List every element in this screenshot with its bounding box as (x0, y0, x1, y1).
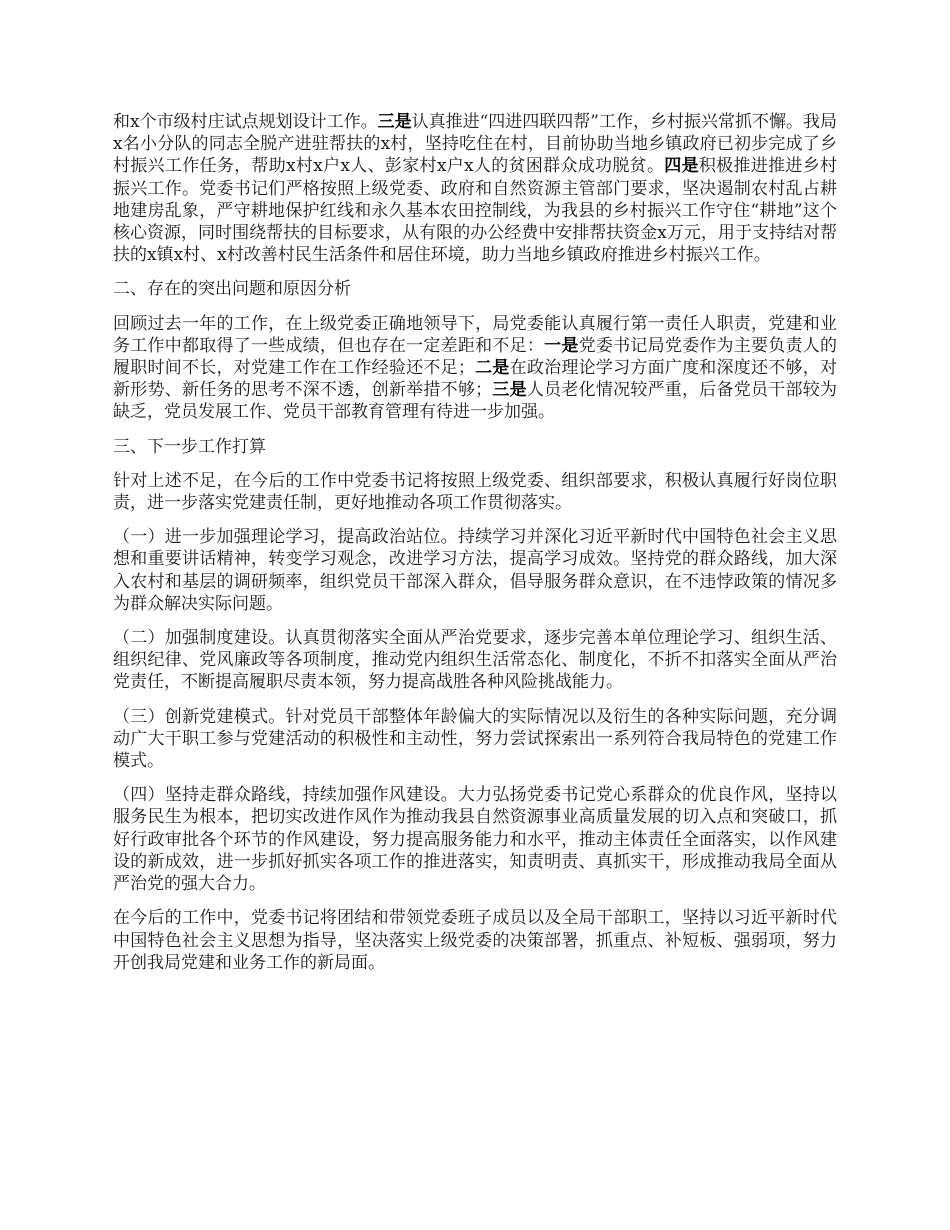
bold-marker: 二是 (474, 358, 510, 379)
bold-marker: 四是 (664, 156, 699, 177)
text-segment: 和x个市级村庄试点规划设计工作。 (113, 112, 378, 132)
text-segment: 积极推进推进乡村振兴工作。党委书记们严格按照上级党委、政府和自然资源主管部门要求，坚决遏制农村乱占耕地建房乱象，严守耕地保护红线和永久基本农田控制线，为我县的乡村振兴工作守住“耕地”这个核心资源，同时围绕帮扶的目标要求，从有限的办公经费中安排帮扶资金x万元，用于支持结对帮扶的x镇x村、x村改善村民生活条件和居住环境，助力当地乡镇政府推进乡村振兴工作。 (113, 156, 838, 266)
bold-marker: 一是 (544, 335, 579, 356)
section-heading-next-steps (113, 436, 837, 458)
section-heading-problems (113, 278, 837, 300)
paragraph-item-4-mass-line (113, 784, 837, 895)
document-page (113, 111, 837, 986)
bold-marker: 三是 (377, 112, 412, 132)
text-segment: 认真推进“四进四联四帮”工作，乡村振兴常抓不懈。我局x名小分队的同志全脱产进驻帮扶的x村，坚持吃住在村，目前协助当地乡镇政府已初步完成了乡村振兴工作任务，帮助x村x户x人、彭家村x户x人的贫困群众成功脱贫。 (113, 112, 837, 177)
heading-text: 三、下一步工作打算 (113, 436, 266, 457)
paragraph-conclusion (113, 907, 837, 974)
text-segment: （二）加强制度建设。认真贯彻落实全面从严治党要求，逐步完善本单位理论学习、组织生活、组织纪律、党风廉政等各项制度，推动党内组织生活常态化、制度化，不折不扣落实全面从严治党责任，不断提高履职尽责本领，努力提高战胜各种风险挑战能力。 (113, 628, 837, 693)
text-segment: 在今后的工作中，党委书记将团结和带领党委班子成员以及全局干部职工，坚持以习近平新时代中国特色社会主义思想为指导，坚决落实上级党委的决策部署，抓重点、补短板、强弱项，努力开创我局党建和业务工作的新局面。 (113, 908, 837, 973)
text-segment: 针对上述不足，在今后的工作中党委书记将按照上级党委、组织部要求，积极认真履行好岗位职责，进一步落实党建责任制，更好地推动各项工作贯彻落实。 (113, 470, 837, 514)
paragraph-item-3-innovation (113, 706, 837, 773)
text-segment: 党委书记局党委作为主要负责人的履职时间不长，对党建工作在工作经验还不足； (113, 335, 838, 379)
paragraph-item-1-theory-study (113, 526, 837, 615)
text-segment: 人员老化情况较严重，后备党员干部较为缺乏，党员发展工作、党员干部教育管理有待进一步加强。 (113, 380, 838, 423)
paragraph-next-steps-intro (113, 470, 837, 514)
paragraph-item-2-system-building (113, 627, 837, 694)
text-segment: 在政治理论学习方面广度和深度还不够，对新形势、新任务的思考不深不透，创新举措不够； (113, 358, 838, 401)
bold-marker: 三是 (492, 380, 527, 401)
text-segment: （三）创新党建模式。针对党员干部整体年龄偏大的实际情况以及衍生的各种实际问题，充分调动广大干职工参与党建活动的积极性和主动性，努力尝试探索出一系列符合我局特色的党建工作模式。 (113, 706, 837, 772)
paragraph-problems (113, 313, 837, 424)
text-segment: 回顾过去一年的工作，在上级党委正确地领导下，局党委能认真履行第一责任人职责，党建和业务工作中都取得了一些成绩，但也存在一定差距和不足： (113, 313, 837, 356)
text-segment: （四）坚持走群众路线，持续加强作风建设。大力弘扬党委书记党心系群众的优良作风，坚持以服务民生为根本，把切实改进作风作为推动我县自然资源事业高质量发展的切入点和突破口，抓好行政审批各个环节的作风建设，努力提高服务能力和水平，推动主体责任全面落实，以作风建设的新成效，进一步抓好抓实各项工作的推进落实，知责明责、真抓实干，形成推动我局全面从严治党的强大合力。 (113, 785, 837, 895)
paragraph-rural-revitalization (113, 111, 837, 266)
heading-text: 二、存在的突出问题和原因分析 (113, 279, 351, 300)
text-segment: （一）进一步加强理论学习，提高政治站位。持续学习并深化习近平新时代中国特色社会主义思想和重要讲话精神，转变学习观念，改进学习方法，提高学习成效。坚持党的群众路线，加大深入农村和基层的调研频率，组织党员干部深入群众，倡导服务群众意识，在不违悖政策的情况多为群众解决实际问题。 (113, 527, 837, 614)
